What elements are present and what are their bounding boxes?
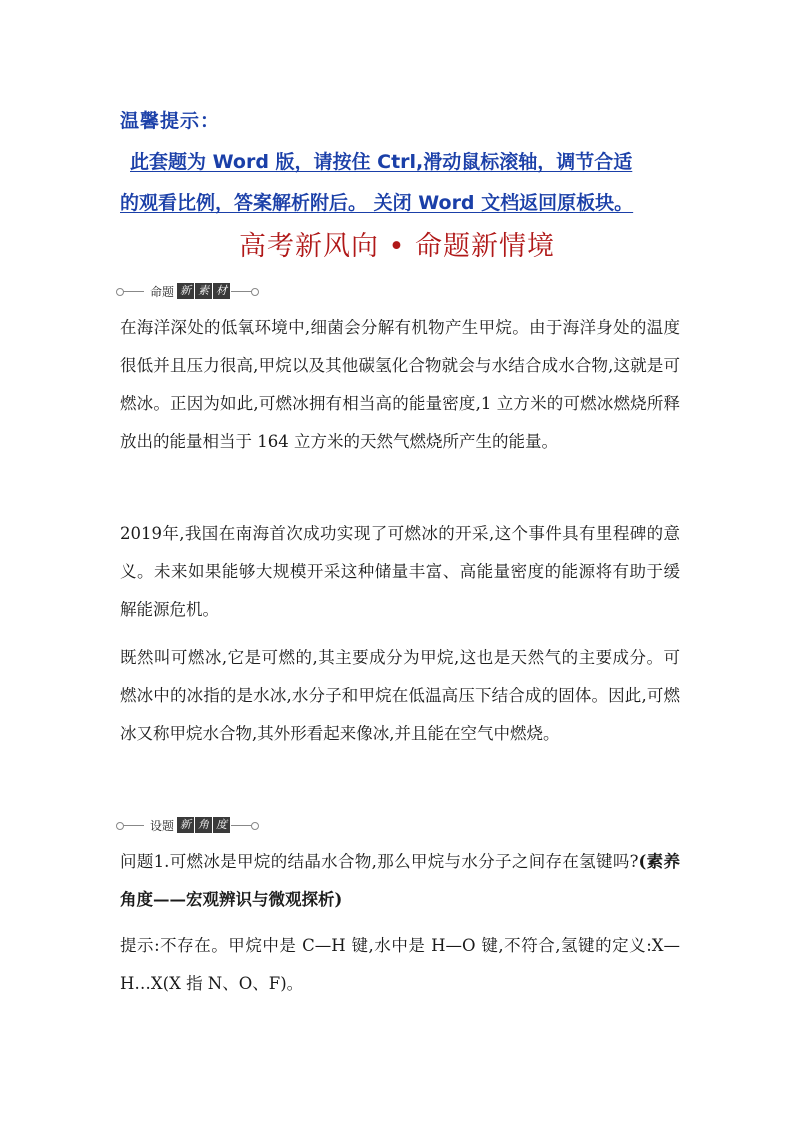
banner-tile: 新 (177, 283, 194, 299)
question-text: 问题1.可燃冰是甲烷的结晶水合物,那么甲烷与水分子之间存在氢键吗? (120, 852, 639, 871)
hint-1: 提示:不存在。甲烷中是 C—H 键,水中是 H—O 键,不符合,氢键的定义:X—H…X(X 指 N、O、F)。 (120, 936, 680, 993)
banner-tile: 新 (177, 817, 194, 833)
banner-tile: 度 (213, 817, 230, 833)
section-banner-new-angle (120, 814, 255, 836)
paragraph: 2019年,我国在南海首次成功实现了可燃冰的开采,这个事件具有里程碑的意义。未来如果能够大规模开采这种储量丰富、高能量密度的能源将有助于缓解能源危机。 (120, 524, 680, 619)
banner-label: 设题 (150, 818, 175, 833)
section-banner-new-material (120, 280, 255, 302)
banner-ornament-left (120, 825, 144, 826)
banner-ornament-right (231, 825, 255, 826)
paragraph: 在海洋深处的低氧环境中,细菌会分解有机物产生甲烷。由于海洋身处的温度很低并且压力很高,甲烷以及其他碳氢化合物就会与水结合成水合物,这就是可燃冰。正因为如此,可燃冰拥有相当高的能量密度,1 立方米的可燃冰燃烧所释放出的能量相当于 164 立方米的天然气燃烧所产生的能量。 (120, 318, 680, 451)
banner-ornament-right (231, 291, 255, 292)
notice-title: 温馨提示： (120, 110, 221, 132)
notice-line-1: 此套题为 Word 版，请按住 Ctrl,滑动鼠标滚轴，调节合适 (130, 151, 633, 173)
banner-tile: 角 (195, 817, 212, 833)
main-title: 高考新风向 • 命题新情境 (238, 231, 556, 262)
question-literacy-note: (素养角度——宏观辨识与微观探析) (120, 852, 680, 909)
banner-label: 命题 (150, 284, 175, 299)
banner-ornament-left (120, 291, 144, 292)
banner-tile: 材 (213, 283, 230, 299)
paragraph: 既然叫可燃冰,它是可燃的,其主要成分为甲烷,这也是天然气的主要成分。可燃冰中的冰指的是水冰,水分子和甲烷在低温高压下结合成的固体。因此,可燃冰又称甲烷水合物,其外形看起来像冰,并且能在空气中燃烧。 (120, 648, 680, 743)
notice-line-2: 的观看比例，答案解析附后。 关闭 Word 文档返回原板块。 (120, 192, 634, 214)
banner-tile: 素 (195, 283, 212, 299)
question-1 (120, 843, 680, 919)
